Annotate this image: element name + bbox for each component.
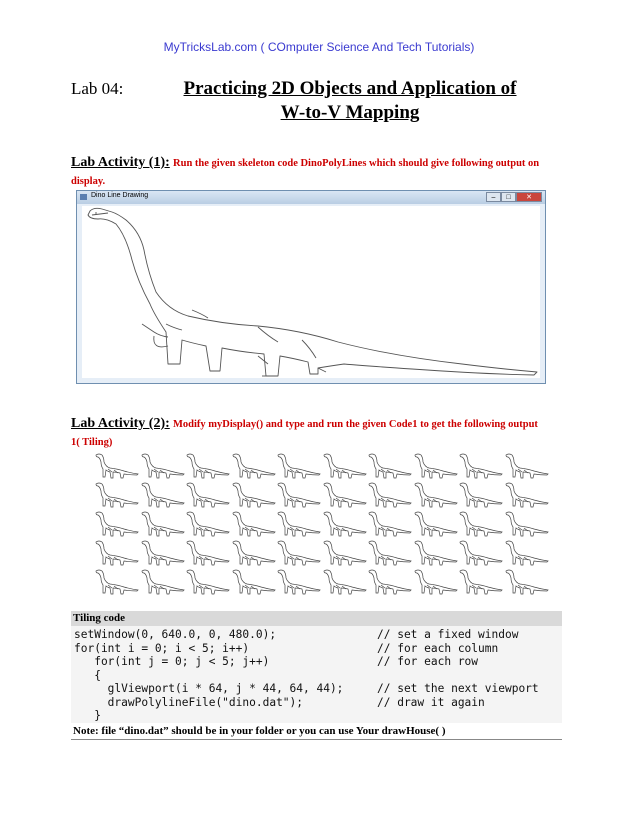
dino-tile (367, 452, 412, 480)
dino-tile (140, 481, 185, 509)
lab-title (150, 77, 550, 125)
dino-tile (504, 452, 549, 480)
dino-tile (458, 452, 503, 480)
dino-tile (367, 539, 412, 567)
dino-tile (185, 481, 230, 509)
dino-tile (94, 481, 139, 509)
close-icon[interactable]: ✕ (516, 192, 542, 202)
dino-tile (276, 568, 321, 596)
dino-tile (140, 510, 185, 538)
dino-tile (413, 568, 458, 596)
dino-tile (276, 510, 321, 538)
dino-tile (231, 568, 276, 596)
dinosaur-drawing (82, 206, 542, 380)
dino-tile (231, 481, 276, 509)
dino-tile (94, 510, 139, 538)
window-canvas (82, 206, 540, 378)
dino-tile (458, 481, 503, 509)
code-comment: // for each column (377, 641, 499, 655)
code-line: setWindow(0, 640.0, 0, 480.0); (74, 628, 277, 641)
dino-window (76, 190, 546, 384)
window-title: Dino Line Drawing (91, 192, 149, 199)
dino-tile (140, 539, 185, 567)
dino-tile (231, 510, 276, 538)
dino-tile (140, 452, 185, 480)
tiling-code-box (71, 611, 562, 740)
dino-tile (276, 452, 321, 480)
dino-tile (504, 481, 549, 509)
maximize-icon[interactable]: □ (501, 192, 516, 202)
dino-tile (413, 481, 458, 509)
dino-tile (322, 568, 367, 596)
dino-tile (276, 539, 321, 567)
dino-tile (185, 568, 230, 596)
dino-tile (413, 539, 458, 567)
dino-tile (185, 510, 230, 538)
dino-tile (413, 452, 458, 480)
minimize-icon[interactable]: – (486, 192, 501, 202)
dino-tile (458, 539, 503, 567)
code-line: drawPolylineFile("dino.dat"); (74, 695, 304, 709)
lab-title-line1: Practicing 2D Objects and Application of (183, 78, 517, 99)
dino-tile (276, 481, 321, 509)
code-comment: // set a fixed window (377, 628, 519, 641)
tiling-code-heading: Tiling code (71, 611, 562, 626)
code-comment: // draw it again (377, 695, 485, 709)
dino-tile (231, 452, 276, 480)
dino-tile (322, 539, 367, 567)
dino-tile (322, 481, 367, 509)
dino-tile (94, 568, 139, 596)
activity1-desc: Run the given skeleton code DinoPolyLines which should give following output on display. (71, 158, 540, 187)
dino-tile (504, 539, 549, 567)
dino-tile (458, 510, 503, 538)
code-line: for(int i = 0; i < 5; i++) (74, 641, 250, 655)
dino-tile (322, 510, 367, 538)
activity1-label: Lab Activity (1): (71, 155, 170, 170)
dino-tile (140, 568, 185, 596)
code-line: for(int j = 0; j < 5; j++) (74, 655, 270, 668)
dino-tile (367, 568, 412, 596)
dino-tile (231, 539, 276, 567)
dino-tile (367, 510, 412, 538)
dino-tile (367, 481, 412, 509)
dino-tile (185, 452, 230, 480)
code-line: glViewport(i * 64, j * 44, 64, 44); (74, 682, 344, 695)
dino-tile (504, 510, 549, 538)
code-block (71, 626, 562, 723)
code-line: { (74, 668, 101, 682)
lab-title-line2: W-to-V Mapping (280, 102, 420, 123)
dino-tile (504, 568, 549, 596)
code-comment: // set the next viewport (377, 682, 539, 695)
tiling-output (94, 452, 549, 598)
activity1-heading (71, 154, 541, 190)
code-line: } (74, 709, 101, 722)
lab-number: Lab 04: (71, 79, 124, 98)
dino-tile (322, 452, 367, 480)
window-app-icon (80, 194, 87, 200)
activity2-desc: Modify myDisplay() and type and run the given Code1 to get the following output 1( Tiling) (71, 419, 538, 448)
note-text: Note: file “dino.dat” should be in your folder or you can use Your drawHouse( ) (71, 723, 562, 740)
window-titlebar (77, 191, 545, 204)
activity2-label: Lab Activity (2): (71, 416, 170, 431)
dino-tile (94, 539, 139, 567)
site-header: MyTricksLab.com ( COmputer Science And Tech Tutorials) (163, 40, 475, 54)
code-comment: // for each row (377, 655, 479, 668)
dino-tile (458, 568, 503, 596)
dino-tile (94, 452, 139, 480)
activity2-heading (71, 415, 541, 451)
dino-tile (413, 510, 458, 538)
dino-tile (185, 539, 230, 567)
